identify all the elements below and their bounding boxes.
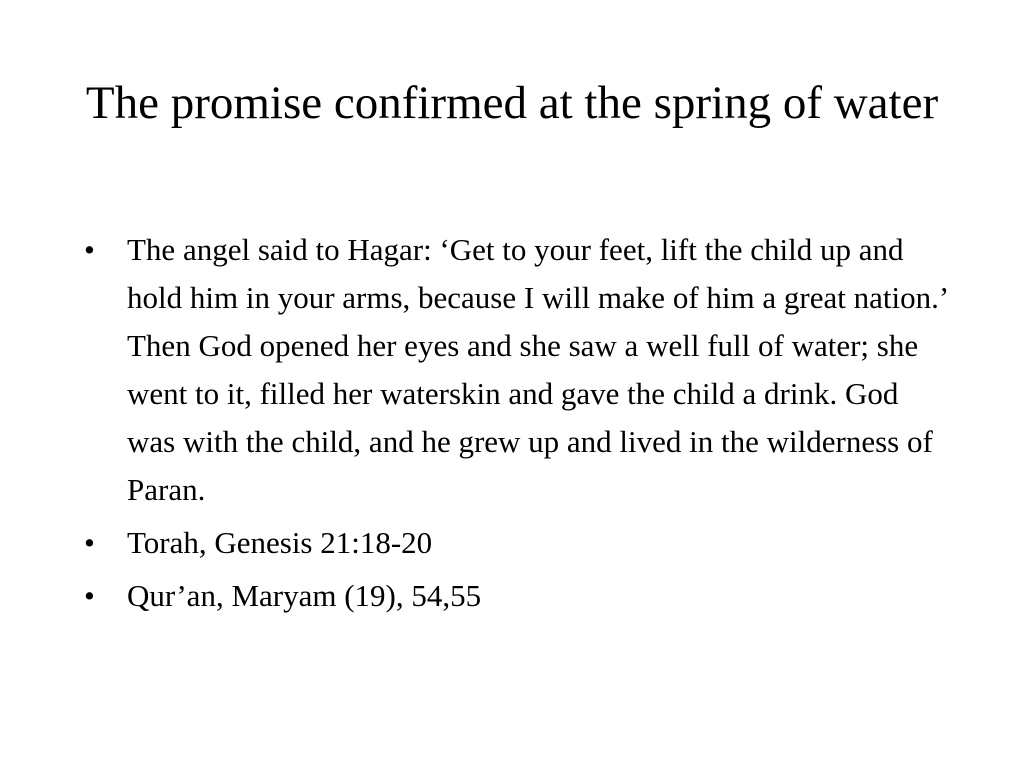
bullet-text: The angel said to Hagar: ‘Get to your feet, lift the child up and hold him in your arms, because I will make of him a great nation.’ Then God opened her eyes and she saw a well full of water; she went to it, filled her waterskin and gave the child a drink. God was with the child, and he grew up and lived in the wilderness of Paran. <box>127 232 947 507</box>
bullet-item-quran <box>84 572 954 620</box>
bullet-icon: • <box>84 525 95 560</box>
bullet-list <box>84 226 954 625</box>
bullet-item-quote <box>84 226 954 514</box>
bullet-icon: • <box>84 232 95 267</box>
bullet-text: Qur’an, Maryam (19), 54,55 <box>127 578 482 613</box>
bullet-item-torah <box>84 519 954 567</box>
slide-title: The promise confirmed at the spring of water <box>85 77 939 129</box>
bullet-text: Torah, Genesis 21:18-20 <box>127 525 433 560</box>
bullet-icon: • <box>84 578 95 613</box>
